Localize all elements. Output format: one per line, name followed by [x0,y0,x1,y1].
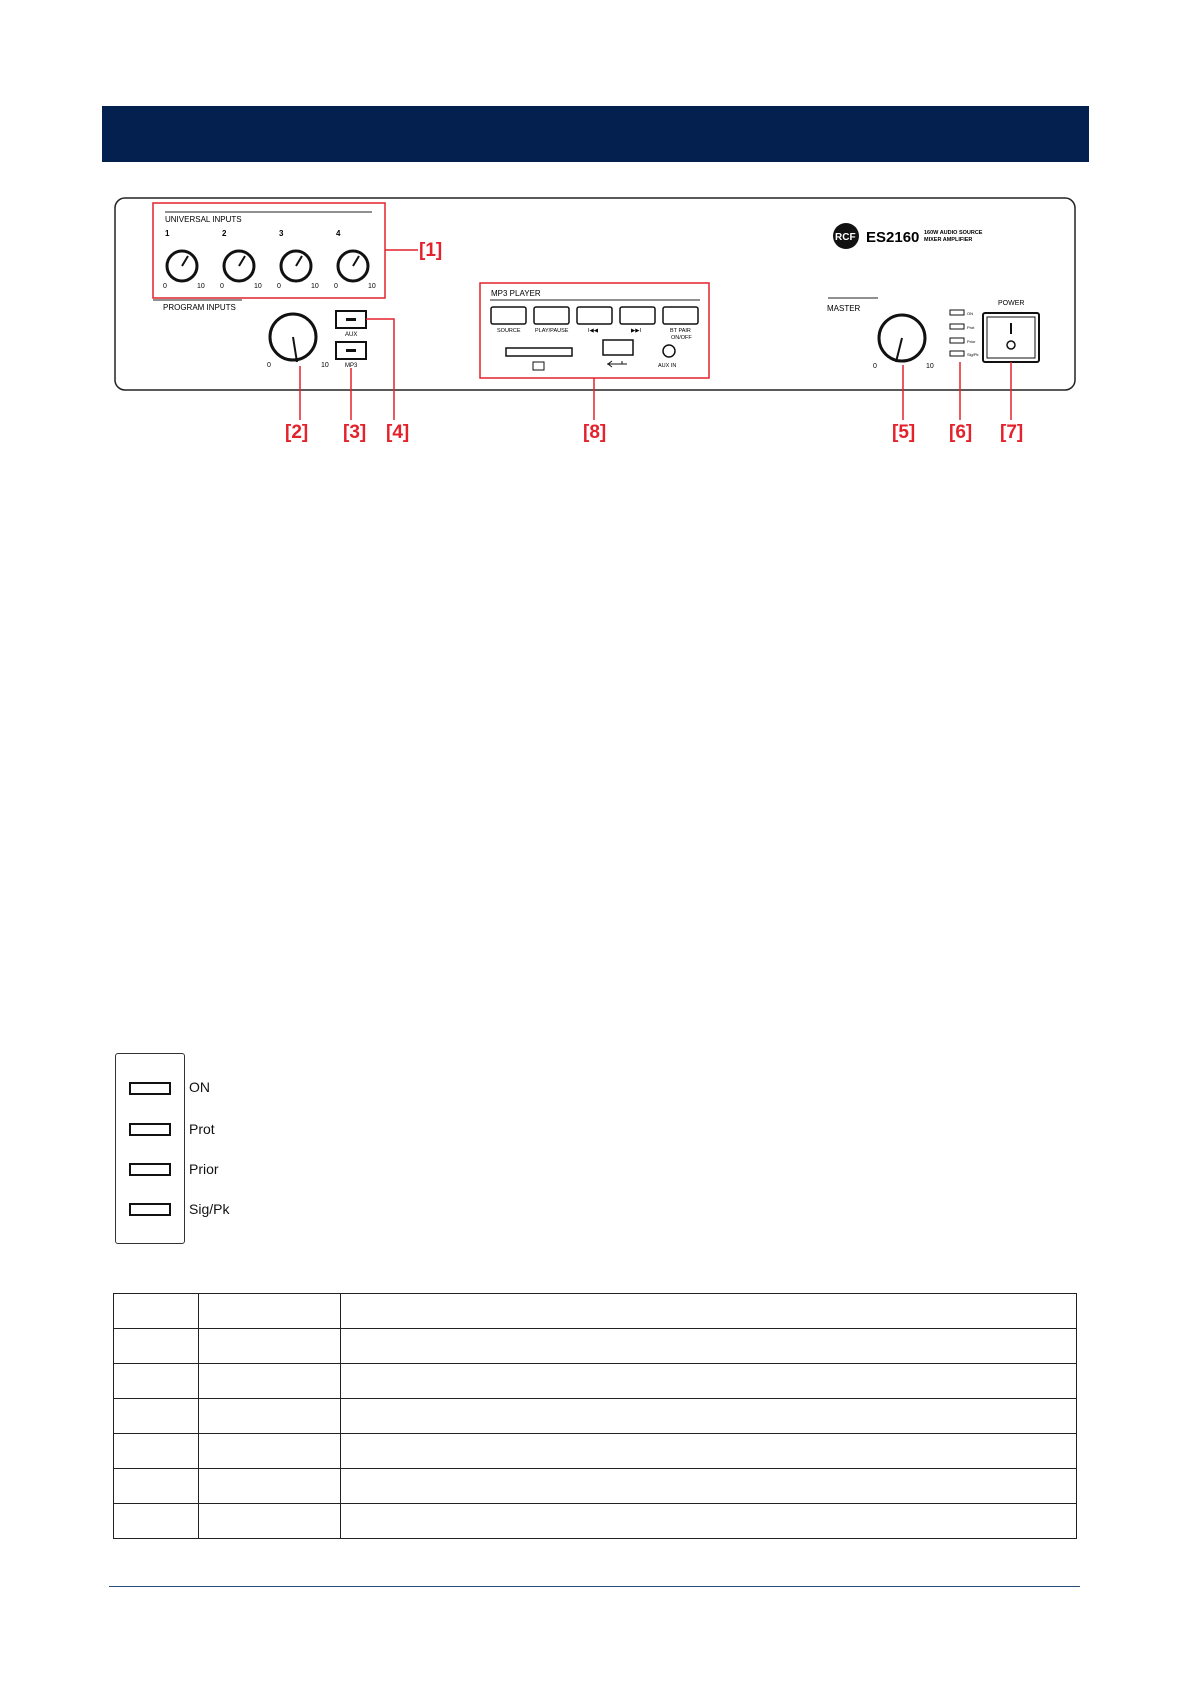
table-row [114,1504,1077,1539]
svg-text:1: 1 [165,229,170,238]
brand-logo [833,223,859,249]
svg-text:10: 10 [311,283,319,290]
callout-6: [6] [949,422,973,443]
led-legend-box [115,1053,185,1244]
svg-text:0: 0 [277,283,281,290]
legend-led-prior [129,1163,171,1176]
callout-1: [1] [419,240,443,261]
svg-text:MIXER AMPLIFIER: MIXER AMPLIFIER [924,237,973,243]
svg-text:10: 10 [254,283,262,290]
callout-8: [8] [583,422,607,443]
svg-text:SOURCE: SOURCE [497,328,521,334]
svg-text:I◀◀: I◀◀ [588,328,598,334]
sd-card-slot [506,348,572,356]
legend-led-prot [129,1123,171,1136]
table-row [114,1469,1077,1504]
svg-text:AUX: AUX [345,332,358,338]
legend-led-on [129,1082,171,1095]
svg-text:10: 10 [926,363,934,370]
svg-text:10: 10 [368,283,376,290]
callout-3: [3] [343,422,367,443]
led-description-table [113,1293,1077,1539]
mp3-previous-button [577,307,612,334]
program-inputs-title: PROGRAM INPUTS [163,303,236,312]
svg-text:0: 0 [220,283,224,290]
callout-5: [5] [892,422,916,443]
aux-button [336,311,366,338]
callout-7: [7] [1000,422,1024,443]
svg-text:10: 10 [197,283,205,290]
led-strip [950,310,979,357]
model-name: ES2160 [866,229,920,246]
usb-icon [607,361,627,367]
svg-text:0: 0 [873,363,877,370]
table-row [114,1434,1077,1469]
master-knob [873,315,934,370]
svg-text:RCF: RCF [835,232,856,243]
svg-text:160W AUDIO SOURCE: 160W AUDIO SOURCE [924,230,983,236]
svg-text:ON/OFF: ON/OFF [671,335,692,341]
master-label: MASTER [827,304,861,313]
mp3-player-title: MP3 PLAYER [491,289,541,298]
svg-text:0: 0 [267,362,271,369]
callout-2: [2] [285,422,309,443]
mp3-next-button [620,307,655,334]
mp3-source-button [491,307,526,334]
power-label: POWER [998,300,1025,307]
table-row [114,1399,1077,1434]
svg-text:0: 0 [334,283,338,290]
legend-label-prot: Prot [189,1121,215,1137]
usb-port [603,340,633,355]
sd-card-icon [533,362,544,370]
svg-text:0: 0 [163,283,167,290]
universal-knob-4 [334,229,376,290]
program-knob [267,314,329,369]
svg-text:▶▶I: ▶▶I [631,328,641,334]
table-row [114,1294,1077,1329]
svg-text:2: 2 [222,229,227,238]
svg-text:MP3: MP3 [345,363,358,369]
legend-label-sig-pk: Sig/Pk [189,1201,230,1217]
universal-knob-3 [277,229,319,290]
mp3-bt-pair-button [663,307,698,341]
front-panel-diagram [0,0,1191,460]
power-switch [983,313,1039,362]
universal-knob-2 [220,229,262,290]
svg-text:Sig/Pk: Sig/Pk [967,352,979,357]
svg-text:4: 4 [336,229,341,238]
table-row [114,1364,1077,1399]
universal-inputs-title: UNIVERSAL INPUTS [165,215,242,224]
footer-divider [109,1586,1080,1587]
legend-led-sig-pk [129,1203,171,1216]
table-row [114,1329,1077,1364]
svg-text:BT PAIR: BT PAIR [670,328,691,334]
svg-text:Prot: Prot [967,325,975,330]
legend-label-on: ON [189,1079,210,1095]
mp3-button [336,342,366,369]
svg-text:10: 10 [321,362,329,369]
universal-knob-1 [163,229,205,290]
callout-4: [4] [386,422,410,443]
svg-text:AUX IN: AUX IN [658,363,677,369]
svg-text:ON: ON [967,311,973,316]
aux-in-jack [663,345,675,357]
legend-label-prior: Prior [189,1161,219,1177]
svg-text:PLAY/PAUSE: PLAY/PAUSE [535,328,569,334]
svg-text:3: 3 [279,229,284,238]
svg-text:Prior: Prior [967,339,976,344]
mp3-play-pause-button [534,307,569,334]
